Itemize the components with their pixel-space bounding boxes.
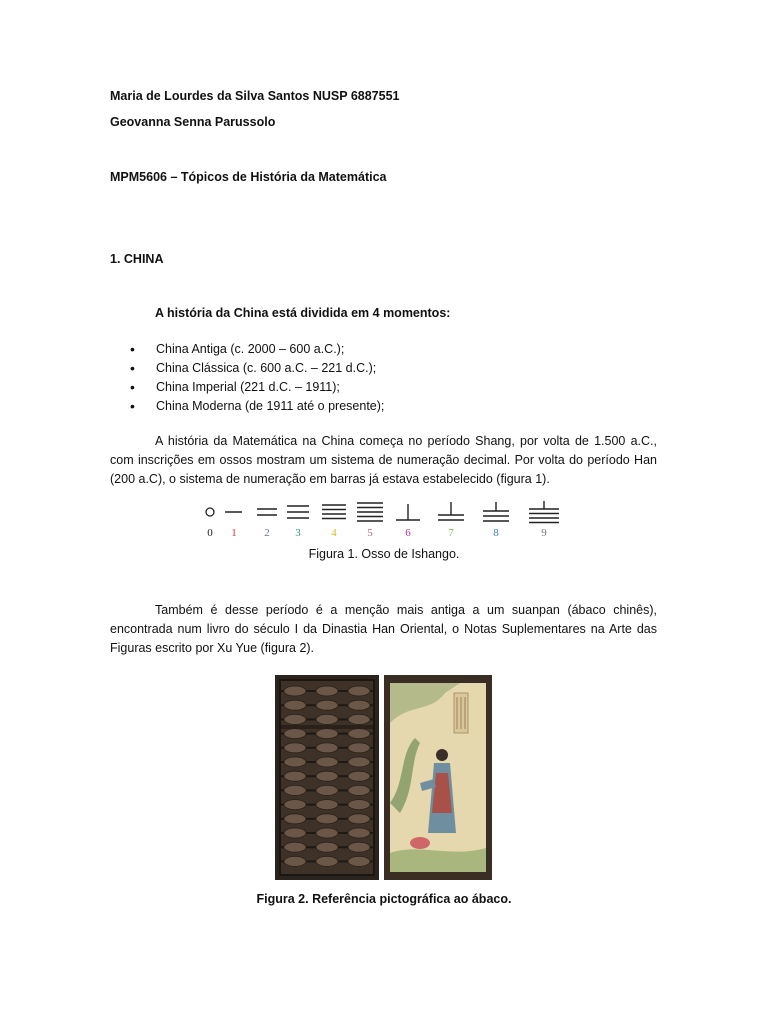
abacus-bead	[316, 743, 338, 753]
numeral-zero-glyph	[206, 508, 214, 516]
course-title: MPM5606 – Tópicos de História da Matemática	[110, 170, 387, 184]
abacus-bead	[284, 785, 306, 795]
list-item: • China Clássica (c. 600 a.C. – 221 d.C.);	[130, 359, 384, 378]
digit-label: 8	[493, 527, 499, 539]
paragraph-1	[110, 432, 657, 489]
abacus-bead	[284, 800, 306, 810]
abacus-frame	[279, 679, 375, 876]
abacus-bead	[316, 729, 338, 739]
list-item: • China Imperial (221 d.C. – 1911);	[130, 378, 384, 397]
numeral-eight-glyph	[483, 502, 509, 521]
abacus-bead	[284, 729, 306, 739]
author-line: Maria de Lourdes da Silva Santos NUSP 6887551	[110, 89, 400, 103]
abacus-bead	[348, 785, 370, 795]
abacus-bead	[348, 743, 370, 753]
digit-label: 6	[405, 527, 411, 539]
paragraph-2-text: Também é desse período é a menção mais antiga a um suanpan (ábaco chinês), encontrada num livro do século I da Dinastia Han Oriental, o Notas Suplementares na Arte das Figuras escrito por Xu Yue (figura 2).	[110, 603, 657, 655]
list-item: • China Antiga (c. 2000 – 600 a.C.);	[130, 340, 384, 359]
abacus-bead	[284, 771, 306, 781]
paragraph-2	[110, 601, 657, 658]
abacus-bead	[316, 771, 338, 781]
abacus-bead	[348, 771, 370, 781]
abacus-bead	[284, 842, 306, 852]
painting-panel	[390, 683, 486, 872]
abacus-bead	[284, 700, 306, 710]
abacus-bead	[348, 729, 370, 739]
numeral-six-glyph	[396, 504, 420, 520]
periods-list	[130, 340, 384, 416]
digit-label: 1	[231, 527, 237, 539]
abacus-bead	[316, 785, 338, 795]
abacus-bead	[348, 714, 370, 724]
abacus-bead	[316, 700, 338, 710]
numeral-three-glyph	[287, 506, 309, 518]
digit-label: 5	[367, 527, 373, 539]
abacus-bead	[348, 686, 370, 696]
abacus-bead	[316, 828, 338, 838]
digit-label: 4	[331, 527, 337, 539]
abacus-bead	[284, 714, 306, 724]
numeral-nine-glyph	[529, 501, 559, 523]
abacus-bead	[316, 856, 338, 866]
abacus-bead	[284, 743, 306, 753]
abacus-bead	[284, 856, 306, 866]
abacus-bead	[348, 757, 370, 767]
numeral-four-glyph	[322, 505, 346, 519]
abacus-bead	[348, 800, 370, 810]
abacus-beads-graphic	[281, 681, 373, 874]
abacus-bead	[316, 686, 338, 696]
figure-2-caption: Figura 2. Referência pictográfica ao ábaco.	[256, 892, 512, 906]
abacus-bead	[284, 828, 306, 838]
abacus-bead	[316, 814, 338, 824]
rod-numerals-figure	[195, 500, 575, 542]
figure-1-caption: Figura 1. Osso de Ishango.	[308, 547, 460, 561]
abacus-bead	[348, 828, 370, 838]
abacus-bead	[316, 714, 338, 724]
painting-graphic	[390, 683, 486, 872]
paragraph-1-text: A história da Matemática na China começa no período Shang, por volta de 1.500 a.C., com inscrições em ossos mostram um sistema de numeração decimal. Por volta do período Han (200 a.C), o sistema de numeração em barras já estava estabelecido (figura 1).	[110, 434, 657, 486]
abacus-bead	[284, 814, 306, 824]
abacus-bead	[284, 686, 306, 696]
abacus-bead	[348, 700, 370, 710]
digit-label: 7	[448, 527, 454, 539]
digit-label: 9	[541, 527, 547, 539]
digit-label: 0	[207, 527, 213, 539]
list-item: • China Moderna (de 1911 até o presente);	[130, 397, 384, 416]
numeral-seven-glyph	[438, 502, 464, 520]
abacus-bead	[316, 800, 338, 810]
numeral-five-glyph	[357, 503, 383, 521]
abacus-bead	[348, 842, 370, 852]
abacus-photo	[275, 675, 379, 880]
section-intro: A história da China está dividida em 4 momentos:	[155, 306, 451, 320]
abacus-bead	[316, 842, 338, 852]
section-heading: 1. CHINA	[110, 252, 164, 266]
numeral-two-glyph	[257, 509, 277, 515]
abacus-bead	[348, 856, 370, 866]
abacus-bead	[348, 814, 370, 824]
abacus-cover-painting	[384, 675, 492, 880]
abacus-bead	[284, 757, 306, 767]
digit-label: 2	[264, 527, 270, 539]
second-author: Geovanna Senna Parussolo	[110, 115, 276, 129]
abacus-bead	[316, 757, 338, 767]
digit-label: 3	[295, 527, 301, 539]
